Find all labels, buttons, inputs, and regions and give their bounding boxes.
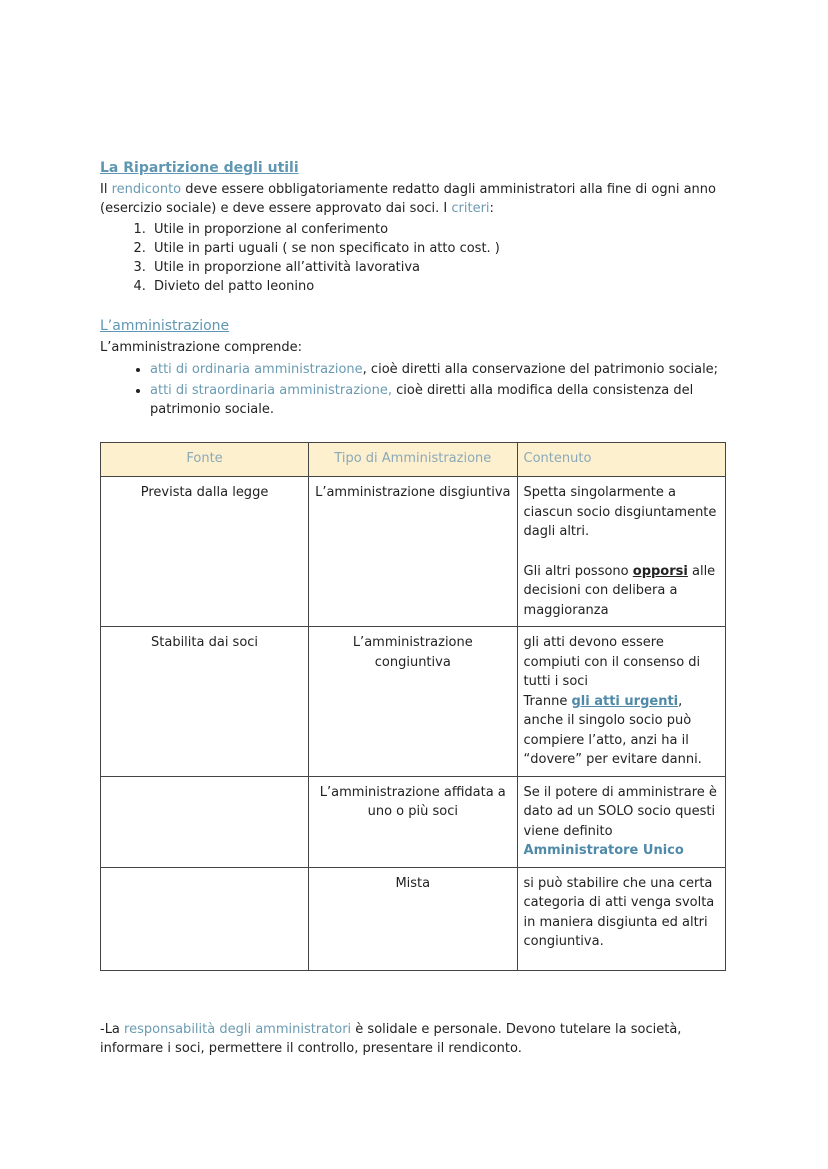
cell-contenuto — [517, 627, 725, 777]
list-item: 4. Divieto del patto leonino — [150, 277, 500, 296]
atti-list — [100, 360, 750, 421]
content-text: Spetta singolarmente a ciascun socio disgiuntamente dagli altri. — [523, 485, 717, 539]
text-span: cioè diretti alla modifica della consistenza del patrimonio sociale. — [150, 383, 694, 417]
cell-fonte: Prevista dalla legge — [101, 477, 309, 627]
keyword-atti-urgenti: gli atti urgenti — [571, 693, 679, 709]
list-item — [150, 381, 750, 419]
keyword-straordinaria: atti di straordinaria amministrazione, — [150, 383, 392, 398]
list-item: 3. Utile in proporzione all’attività lavorativa — [150, 258, 500, 277]
header-fonte: Fonte — [101, 443, 309, 477]
administration-table — [100, 442, 726, 971]
keyword-rendiconto: rendiconto — [111, 182, 182, 197]
cell-tipo: L’amministrazione affidata a uno o più soci — [309, 776, 517, 867]
keyword-amministratore-unico: Amministratore Unico — [523, 843, 684, 858]
text-span: Gli altri possono — [523, 563, 633, 579]
text-span: alle decisioni con delibera a maggioranza — [523, 563, 716, 618]
text-span: è solidale e personale. Devono tutelare la società, informare i soci, permettere il controllo, presentare il rendiconto. — [100, 1022, 682, 1056]
list-item: 1. Utile in proporzione al conferimento — [150, 220, 500, 239]
cell-contenuto — [517, 477, 725, 627]
cell-tipo: L’amministrazione disgiuntiva — [309, 477, 517, 627]
text-span: : — [489, 201, 494, 216]
rendiconto-paragraph — [100, 180, 730, 218]
keyword-responsabilita: responsabilità degli amministratori — [124, 1022, 352, 1037]
table-row — [101, 776, 726, 867]
text-span: Se il potere di amministrare è dato ad un SOLO socio questi viene definito — [523, 784, 717, 839]
table-row — [101, 477, 726, 627]
list-item: 2. Utile in parti uguali ( se non specificato in atto cost. ) — [150, 239, 500, 258]
closing-paragraph — [100, 1020, 728, 1058]
cell-fonte: Stabilita dai soci — [101, 627, 309, 777]
text-span: Il — [100, 182, 112, 197]
cell-fonte — [101, 867, 309, 970]
cell-tipo: Mista — [309, 867, 517, 970]
section-title-amministrazione: L’amministrazione — [100, 318, 230, 334]
cell-tipo: L’amministrazione congiuntiva — [309, 627, 517, 777]
amministrazione-intro: L’amministrazione comprende: — [100, 340, 303, 355]
header-tipo: Tipo di Amministrazione — [309, 443, 517, 477]
text-span: Tranne — [523, 693, 572, 709]
table-header-row — [101, 443, 726, 477]
keyword-opporsi: opporsi — [632, 563, 688, 579]
header-contenuto: Contenuto — [517, 443, 725, 477]
content-text — [524, 692, 719, 770]
section-title-ripartizione: La Ripartizione degli utili — [100, 160, 299, 176]
text-span: deve essere obbligatoriamente redatto dagli amministratori alla fine di ogni anno (esercizio sociale) e deve essere approvato dai soci. I — [100, 182, 716, 216]
table-row — [101, 867, 726, 970]
text-span: , cioè diretti alla conservazione del patrimonio sociale; — [362, 362, 719, 377]
cell-contenuto: si può stabilire che una certa categoria di atti venga svolta in maniera disgiunta ed altri congiuntiva. — [517, 867, 725, 970]
text-span: , anche il singolo socio può compiere l’atto, anzi ha il “dovere” per evitare danni. — [523, 693, 702, 767]
table-row — [101, 627, 726, 777]
content-text: gli atti devono essere compiuti con il consenso di tutti i soci — [523, 635, 701, 689]
criteria-list — [100, 220, 500, 296]
keyword-ordinaria: atti di ordinaria amministrazione — [150, 362, 363, 377]
list-item — [150, 360, 750, 379]
spacer — [524, 542, 719, 562]
text-span: -La — [100, 1022, 125, 1037]
cell-fonte — [101, 776, 309, 867]
cell-contenuto — [517, 776, 725, 867]
content-text — [524, 562, 719, 621]
keyword-criteri: criteri — [451, 201, 490, 216]
